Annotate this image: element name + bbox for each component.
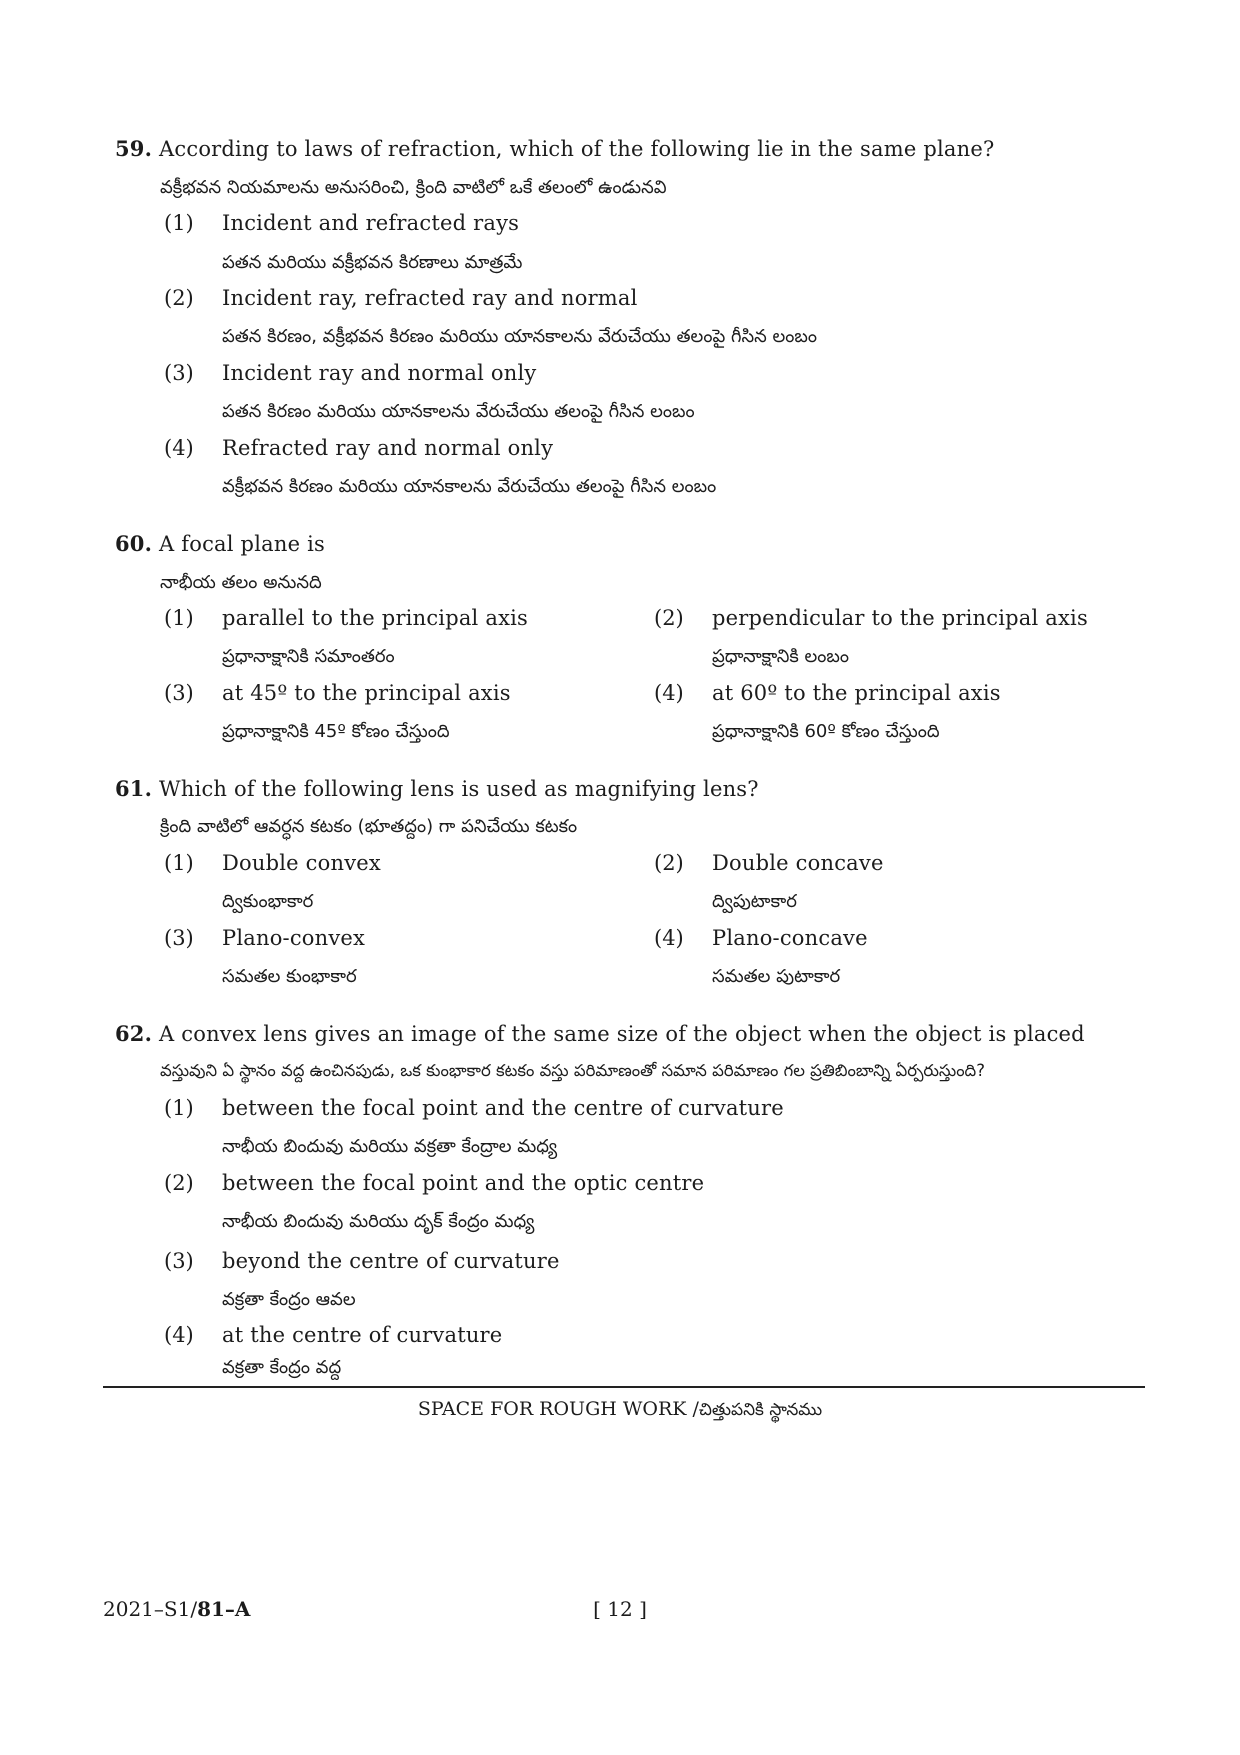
option-text-en: Incident ray, refracted ray and normal [222, 286, 638, 310]
question-text-en: Which of the following lens is used as magnifying lens? [159, 777, 759, 801]
question-number: 62. [115, 1021, 153, 1046]
option-text-en: at 60º to the principal axis [712, 681, 1001, 705]
option-text-te: వక్రీభవన కిరణం మరియు యానకాలను వేరుచేయు తలంపై గీసిన లంబం [222, 476, 717, 497]
option-text-te: ప్రధానాక్షానికి సమాంతరం [222, 646, 395, 667]
option-text-en: at the centre of curvature [222, 1323, 503, 1347]
option-text-te: వక్రతా కేంద్రం వద్ద [222, 1357, 342, 1378]
rough-work-en: SPACE FOR ROUGH WORK / [417, 1398, 699, 1420]
question-text-en: A convex lens gives an image of the same size of the object when the object is placed [159, 1022, 1085, 1046]
option-text-te: పతన కిరణం మరియు యానకాలను వేరుచేయు తలంపై గీసిన లంబం [222, 401, 695, 422]
option-number: (3) [164, 361, 194, 385]
option-number: (4) [164, 1323, 194, 1347]
option-number: (3) [164, 926, 194, 950]
option-text-en: between the focal point and the optic centre [222, 1171, 705, 1195]
option-number: (4) [654, 681, 684, 705]
question-62-text [115, 1021, 1085, 1046]
question-text-te: క్రింది వాటిలో ఆవర్ధన కటకం (భూతద్దం) గా పనిచేయు కటకం [160, 816, 578, 837]
option-number: (2) [164, 1171, 194, 1195]
question-number: 59. [115, 136, 153, 161]
option-text-te: సమతల కుంభాకార [222, 966, 357, 987]
paper-code-bold: 81–A [197, 1597, 251, 1621]
question-text-te: వక్రీభవన నియమాలను అనుసరించి, క్రింది వాటిలో ఒకే తలంలో ఉండునవి [160, 177, 667, 198]
option-text-en: beyond the centre of curvature [222, 1249, 560, 1273]
question-text-te: నాభీయ తలం అనునది [160, 572, 322, 593]
rough-work-te: చిత్తుపనికి స్థానము [698, 1400, 823, 1420]
option-text-te: సమతల పుటాకార [712, 966, 841, 987]
divider-rule [103, 1386, 1145, 1388]
option-text-en: Refracted ray and normal only [222, 436, 554, 460]
option-text-te: ద్వికుంభాకార [222, 891, 314, 912]
option-text-en: between the focal point and the centre of curvature [222, 1096, 784, 1120]
option-number: (1) [164, 851, 194, 875]
option-number: (1) [164, 211, 194, 235]
option-text-te: వక్రతా కేంద్రం ఆవల [222, 1289, 356, 1310]
paper-code-prefix: 2021–S1/ [103, 1597, 198, 1621]
option-text-en: Double concave [712, 851, 884, 875]
option-text-en: Plano-convex [222, 926, 366, 950]
option-text-te: ద్విపుటాకార [712, 891, 797, 912]
option-text-te: ప్రధానాక్షానికి 45º కోణం చేస్తుంది [222, 721, 450, 742]
option-text-en: Plano-concave [712, 926, 868, 950]
option-number: (4) [164, 436, 194, 460]
option-text-en: Incident ray and normal only [222, 361, 537, 385]
option-text-te: పతన మరియు వక్రీభవన కిరణాలు మాత్రమే [222, 252, 523, 273]
option-text-en: Double convex [222, 851, 381, 875]
option-number: (2) [654, 606, 684, 630]
option-text-te: ప్రధానాక్షానికి లంబం [712, 646, 849, 667]
rough-work-label [0, 1398, 1240, 1424]
option-text-te: ప్రధానాక్షానికి 60º కోణం చేస్తుంది [712, 721, 940, 742]
option-text-te: నాభీయ బిందువు మరియు వక్రతా కేంద్రాల మధ్య [222, 1136, 558, 1157]
question-number: 61. [115, 776, 153, 801]
question-text-en: According to laws of refraction, which of the following lie in the same plane? [159, 137, 995, 161]
option-number: (4) [654, 926, 684, 950]
option-number: (2) [164, 286, 194, 310]
option-text-en: Incident and refracted rays [222, 211, 520, 235]
question-59-text [115, 136, 994, 161]
option-text-te: పతన కిరణం, వక్రీభవన కిరణం మరియు యానకాలను వేరుచేయు తలంపై గీసిన లంబం [222, 326, 817, 347]
question-text-te: వస్తువుని ఏ స్థానం వద్ద ఉంచినపుడు, ఒక కుంభాకార కటకం వస్తు పరిమాణంతో సమాన పరిమాణం గల ప్రతిబింబాన్ని ఏర్పరుస్తుంది? [160, 1061, 985, 1080]
option-text-en: at 45º to the principal axis [222, 681, 511, 705]
question-61-text [115, 776, 759, 801]
option-text-te: నాభీయ బిందువు మరియు దృక్ కేంద్రం మధ్య [222, 1211, 535, 1232]
question-number: 60. [115, 531, 153, 556]
option-text-en: perpendicular to the principal axis [712, 606, 1088, 630]
option-number: (1) [164, 606, 194, 630]
option-number: (2) [654, 851, 684, 875]
option-number: (1) [164, 1096, 194, 1120]
page-number: [ 12 ] [593, 1597, 647, 1621]
option-number: (3) [164, 1249, 194, 1273]
question-60-text [115, 531, 325, 556]
question-text-en: A focal plane is [159, 532, 325, 556]
option-text-en: parallel to the principal axis [222, 606, 529, 630]
option-number: (3) [164, 681, 194, 705]
